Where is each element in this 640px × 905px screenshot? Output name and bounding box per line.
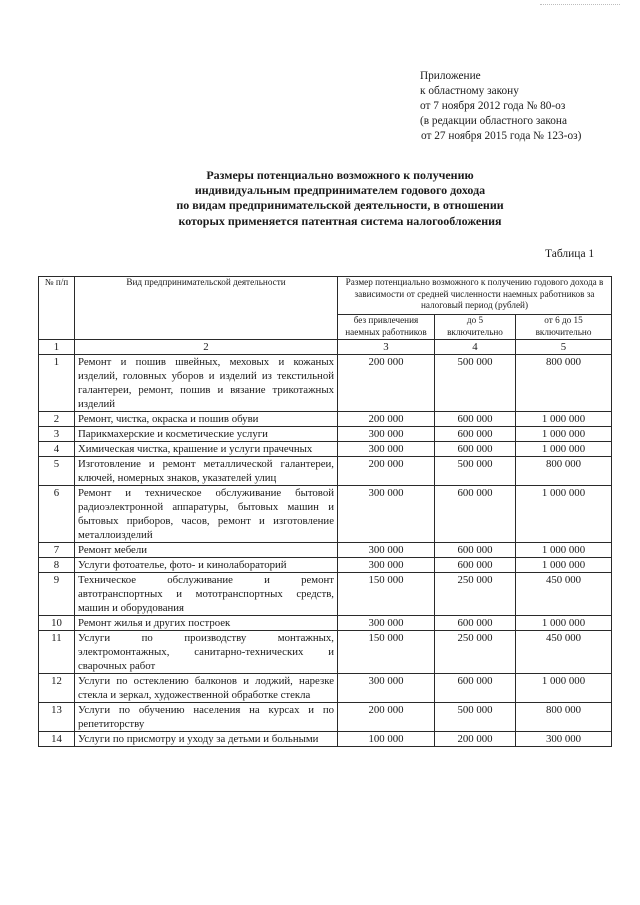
table-row bbox=[39, 355, 612, 412]
table-row bbox=[39, 457, 612, 486]
row-income-6-to-15: 800 000 bbox=[516, 703, 612, 732]
row-activity: Ремонт и пошив швейных, меховых и кожаных изделий, головных уборов и изделий из текстильной галантереи, ремонт, пошив и вязание трикотажных изделий bbox=[75, 355, 338, 412]
title-line: индивидуальным предпринимателем годового дохода bbox=[194, 183, 486, 198]
row-activity: Химическая чистка, крашение и услуги прачечных bbox=[75, 442, 338, 457]
scan-corner-mark bbox=[540, 4, 620, 11]
row-income-up-to-5: 200 000 bbox=[435, 732, 516, 747]
row-activity: Услуги по обучению населения на курсах и по репетиторству bbox=[75, 703, 338, 732]
table-row bbox=[39, 486, 612, 543]
column-index-row bbox=[39, 340, 612, 355]
table-row bbox=[39, 427, 612, 442]
row-income-6-to-15: 450 000 bbox=[516, 631, 612, 674]
row-activity: Услуги по остеклению балконов и лоджий, нарезке стекла и зеркал, художественной обработке стекла bbox=[75, 674, 338, 703]
row-income-up-to-5: 250 000 bbox=[435, 573, 516, 616]
row-income-up-to-5: 600 000 bbox=[435, 616, 516, 631]
title-line: которых применяется патентная система налогообложения bbox=[178, 213, 502, 228]
row-income-6-to-15: 1 000 000 bbox=[516, 412, 612, 427]
row-income-no-employees: 200 000 bbox=[338, 355, 435, 412]
row-income-up-to-5: 600 000 bbox=[435, 442, 516, 457]
header-num: № п/п bbox=[39, 277, 75, 340]
row-activity: Ремонт и техническое обслуживание бытовой радиоэлектронной аппаратуры, бытовых машин и бытовых приборов, часов, ремонт и изготовление металлоизделий bbox=[75, 486, 338, 543]
row-activity: Техническое обслуживание и ремонт автотранспортных и мототранспортных средств, машин и оборудования bbox=[75, 573, 338, 616]
row-income-up-to-5: 600 000 bbox=[435, 412, 516, 427]
row-income-up-to-5: 500 000 bbox=[435, 355, 516, 412]
document-title bbox=[120, 168, 560, 229]
row-number: 8 bbox=[39, 558, 75, 573]
row-number: 6 bbox=[39, 486, 75, 543]
row-income-up-to-5: 500 000 bbox=[435, 457, 516, 486]
row-income-up-to-5: 600 000 bbox=[435, 427, 516, 442]
column-index: 3 bbox=[338, 340, 435, 355]
row-income-6-to-15: 800 000 bbox=[516, 457, 612, 486]
row-activity: Услуги по присмотру и уходу за детьми и больными bbox=[75, 732, 338, 747]
row-income-no-employees: 300 000 bbox=[338, 543, 435, 558]
row-number: 2 bbox=[39, 412, 75, 427]
column-index: 4 bbox=[435, 340, 516, 355]
appendix-line: Приложение bbox=[420, 70, 481, 82]
row-number: 4 bbox=[39, 442, 75, 457]
row-income-6-to-15: 1 000 000 bbox=[516, 674, 612, 703]
row-activity: Услуги по производству монтажных, электромонтажных, санитарно-технических и сварочных работ bbox=[75, 631, 338, 674]
row-activity: Изготовление и ремонт металлической галантереи, ключей, номерных знаков, указателей улиц bbox=[75, 457, 338, 486]
row-income-no-employees: 200 000 bbox=[338, 703, 435, 732]
row-activity: Ремонт, чистка, окраска и пошив обуви bbox=[75, 412, 338, 427]
table-row bbox=[39, 631, 612, 674]
row-number: 13 bbox=[39, 703, 75, 732]
table-row bbox=[39, 412, 612, 427]
row-income-up-to-5: 500 000 bbox=[435, 703, 516, 732]
table-row bbox=[39, 573, 612, 616]
income-table bbox=[38, 276, 612, 747]
row-income-no-employees: 100 000 bbox=[338, 732, 435, 747]
table-row bbox=[39, 703, 612, 732]
row-income-6-to-15: 300 000 bbox=[516, 732, 612, 747]
row-number: 11 bbox=[39, 631, 75, 674]
appendix-line: к областному закону bbox=[420, 85, 519, 97]
row-income-no-employees: 300 000 bbox=[338, 486, 435, 543]
row-income-no-employees: 200 000 bbox=[338, 412, 435, 427]
row-activity: Ремонт мебели bbox=[75, 543, 338, 558]
header-sub-up-to-5: до 5 включительно bbox=[435, 315, 516, 340]
row-income-up-to-5: 250 000 bbox=[435, 631, 516, 674]
table-row bbox=[39, 732, 612, 747]
row-number: 9 bbox=[39, 573, 75, 616]
table-row bbox=[39, 558, 612, 573]
row-activity: Услуги фотоателье, фото- и кинолабораторий bbox=[75, 558, 338, 573]
header-activity: Вид предпринимательской деятельности bbox=[75, 277, 338, 340]
row-number: 14 bbox=[39, 732, 75, 747]
row-activity: Ремонт жилья и других построек bbox=[75, 616, 338, 631]
appendix-line: (в редакции областного закона bbox=[420, 115, 567, 127]
column-index: 2 bbox=[75, 340, 338, 355]
table-row bbox=[39, 543, 612, 558]
row-income-6-to-15: 800 000 bbox=[516, 355, 612, 412]
header-income: Размер потенциально возможного к получению годового дохода в зависимости от средней численности наемных работников за налоговый период (рублей) bbox=[338, 277, 612, 315]
table-row bbox=[39, 674, 612, 703]
appendix-note bbox=[420, 69, 630, 144]
row-income-no-employees: 150 000 bbox=[338, 573, 435, 616]
row-income-no-employees: 300 000 bbox=[338, 616, 435, 631]
row-number: 5 bbox=[39, 457, 75, 486]
title-line: Размеры потенциально возможного к получению bbox=[206, 168, 474, 182]
row-income-up-to-5: 600 000 bbox=[435, 558, 516, 573]
title-line: по видам предпринимательской деятельности, в отношении bbox=[176, 198, 504, 213]
row-income-no-employees: 150 000 bbox=[338, 631, 435, 674]
table-row bbox=[39, 616, 612, 631]
header-sub-no-employees: без привлечения наемных работников bbox=[338, 315, 435, 340]
row-income-no-employees: 300 000 bbox=[338, 558, 435, 573]
row-income-6-to-15: 1 000 000 bbox=[516, 427, 612, 442]
row-income-no-employees: 200 000 bbox=[338, 457, 435, 486]
appendix-line: от 27 ноября 2015 года № 123-оз) bbox=[421, 130, 582, 142]
row-income-6-to-15: 1 000 000 bbox=[516, 543, 612, 558]
table-label: Таблица 1 bbox=[545, 248, 595, 260]
row-income-6-to-15: 1 000 000 bbox=[516, 558, 612, 573]
row-income-up-to-5: 600 000 bbox=[435, 486, 516, 543]
row-number: 7 bbox=[39, 543, 75, 558]
row-income-6-to-15: 1 000 000 bbox=[516, 486, 612, 543]
header-sub-6-to-15: от 6 до 15 включительно bbox=[516, 315, 612, 340]
row-income-no-employees: 300 000 bbox=[338, 427, 435, 442]
row-number: 10 bbox=[39, 616, 75, 631]
row-number: 3 bbox=[39, 427, 75, 442]
row-income-up-to-5: 600 000 bbox=[435, 543, 516, 558]
row-activity: Парикмахерские и косметические услуги bbox=[75, 427, 338, 442]
row-number: 1 bbox=[39, 355, 75, 412]
row-income-no-employees: 300 000 bbox=[338, 442, 435, 457]
row-number: 12 bbox=[39, 674, 75, 703]
column-index: 5 bbox=[516, 340, 612, 355]
row-income-6-to-15: 1 000 000 bbox=[516, 616, 612, 631]
table-row bbox=[39, 442, 612, 457]
row-income-no-employees: 300 000 bbox=[338, 674, 435, 703]
appendix-line: от 7 ноября 2012 года № 80-оз bbox=[420, 100, 566, 112]
row-income-6-to-15: 1 000 000 bbox=[516, 442, 612, 457]
row-income-6-to-15: 450 000 bbox=[516, 573, 612, 616]
row-income-up-to-5: 600 000 bbox=[435, 674, 516, 703]
column-index: 1 bbox=[39, 340, 75, 355]
